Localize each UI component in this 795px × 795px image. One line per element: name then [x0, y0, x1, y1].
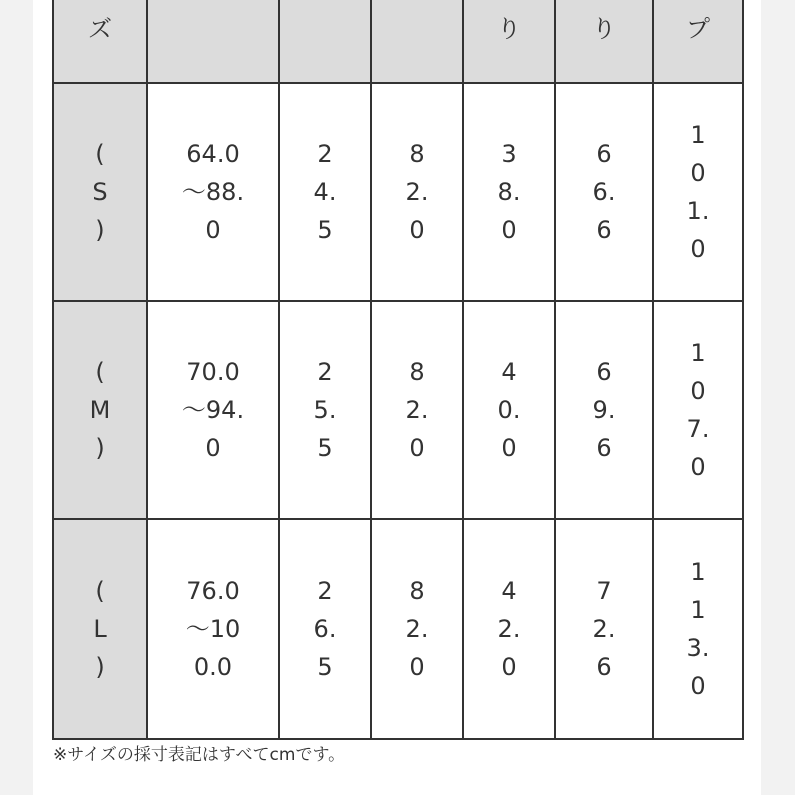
header-cell-length: プ	[653, 0, 743, 83]
table-cell: 8 2. 0	[371, 519, 463, 739]
table-row	[53, 83, 743, 301]
table-cell: 6 6. 6	[555, 83, 653, 301]
table-cell: 70.0 〜94. 0	[147, 301, 279, 519]
measurement-note: ※サイズの採寸表記はすべてcmです。	[53, 745, 346, 765]
table-cell: 1 1 3. 0	[653, 519, 743, 739]
header-cell-size: ズ	[53, 0, 147, 83]
size-label-cell: ( M )	[53, 301, 147, 519]
header-cell-thigh: り	[463, 0, 555, 83]
table-cell: 2 4. 5	[279, 83, 371, 301]
table-cell: 76.0 〜10 0.0	[147, 519, 279, 739]
table-header-row	[53, 0, 743, 83]
header-cell-hem: り	[555, 0, 653, 83]
table-cell: 4 0. 0	[463, 301, 555, 519]
size-label-cell: ( L )	[53, 519, 147, 739]
header-cell-inseam	[371, 0, 463, 83]
content-page	[33, 0, 761, 795]
table-cell: 2 5. 5	[279, 301, 371, 519]
table-cell: 7 2. 6	[555, 519, 653, 739]
table-cell: 4 2. 0	[463, 519, 555, 739]
table-cell: 64.0 〜88. 0	[147, 83, 279, 301]
table-cell: 6 9. 6	[555, 301, 653, 519]
table-cell: 2 6. 5	[279, 519, 371, 739]
size-chart-table	[52, 0, 744, 740]
table-cell: 8 2. 0	[371, 83, 463, 301]
table-cell: 1 0 7. 0	[653, 301, 743, 519]
table-row	[53, 519, 743, 739]
header-cell-rise	[279, 0, 371, 83]
table-cell: 3 8. 0	[463, 83, 555, 301]
table-cell: 1 0 1. 0	[653, 83, 743, 301]
size-label-cell: ( S )	[53, 83, 147, 301]
table-cell: 8 2. 0	[371, 301, 463, 519]
table-row	[53, 301, 743, 519]
header-cell-waist	[147, 0, 279, 83]
